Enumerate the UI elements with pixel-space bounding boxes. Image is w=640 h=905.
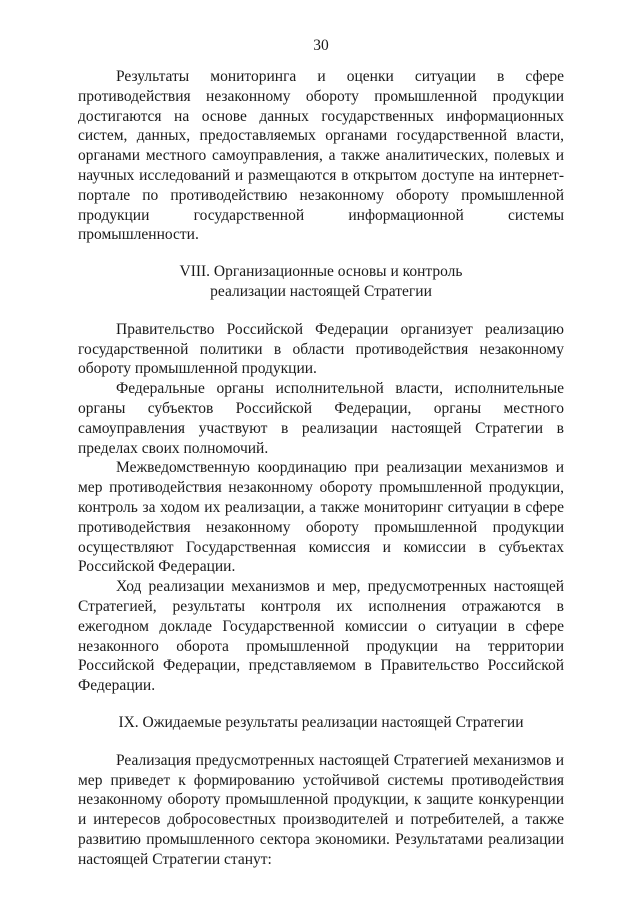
section-heading-viii (78, 262, 564, 302)
paragraph-expected-results: Реализация предусмотренных настоящей Стратегией механизмов и мер приведет к формированию устойчивой системы противодействия незаконному обороту промышленной продукции, к защите конкуренции и интересов добросовестных производителей и потребителей, а также развитию промышленного сектора экономики. Результатами реализации настоящей Стратегии станут: (78, 751, 564, 868)
section-heading-viii-line1: VIII. Организационные основы и контроль (179, 263, 463, 281)
page-number: 30 (313, 37, 329, 54)
section-heading-viii-line2: реализации настоящей Стратегии (210, 282, 432, 300)
paragraph-government-organizes: Правительство Российской Федерации организует реализацию государственной политики в области противодействия незаконному обороту промышленной продукции. (78, 320, 564, 378)
section-heading-ix: IX. Ожидаемые результаты реализации настоящей Стратегии (118, 713, 524, 731)
document-page (78, 36, 564, 869)
paragraph-federal-bodies: Федеральные органы исполнительной власти, исполнительные органы субъектов Российской Федерации, органы местного самоуправления участвуют в реализации настоящей Стратегии в пределах своих полномочий. (78, 380, 564, 457)
paragraph-monitoring-results: Результаты мониторинга и оценки ситуации в сфере противодействия незаконному обороту промышленной продукции достигаются на основе данных государственных информационных систем, данных, предоставляемых органами государственной власти, органами местного самоуправления, а также аналитических, полевых и научных исследований и размещаются в открытом доступе на интернет-портале по противодействию незаконному обороту промышленной продукции государственной информационной системы промышленности. (78, 68, 564, 244)
paragraph-interagency-coordination: Межведомственную координацию при реализации механизмов и мер противодействия незаконному обороту промышленной продукции, контроль за ходом их реализации, а также мониторинг ситуации в сфере противодействия незаконному обороту промышленной продукции осуществляют Государственная комиссия и комиссии в субъектах Российской Федерации. (78, 459, 564, 576)
paragraph-annual-report: Ход реализации механизмов и мер, предусмотренных настоящей Стратегией, результаты контроля их исполнения отражаются в ежегодном докладе Государственной комиссии о ситуации в сфере незаконного оборота промышленной продукции на территории Российской Федерации, представляемом в Правительство Российской Федерации. (78, 578, 564, 695)
